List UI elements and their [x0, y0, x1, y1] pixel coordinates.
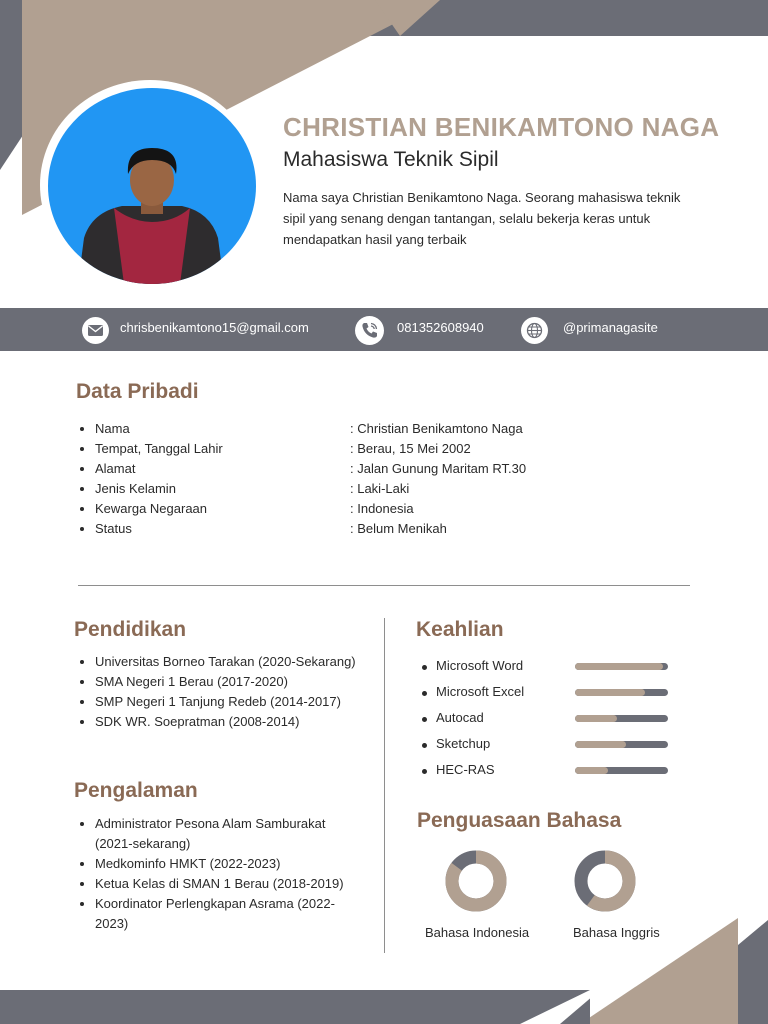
- section-title-keahlian: Keahlian: [416, 618, 504, 641]
- website-link[interactable]: @primanagasite: [563, 320, 658, 335]
- personal-data-value: : Christian Benikamtono Naga: [350, 421, 523, 436]
- section-divider: [78, 585, 690, 586]
- column-divider: [384, 618, 385, 953]
- globe-icon: [521, 317, 548, 344]
- personal-data-value: : Indonesia: [350, 501, 414, 516]
- skill-bar-fill: [575, 741, 626, 748]
- list-item: • Koordinator Perlengkapan Asrama (2022-2023): [95, 894, 358, 934]
- skill-label: Autocad: [436, 710, 484, 725]
- language-label: Bahasa Indonesia: [425, 925, 530, 940]
- personal-data-key: • Status: [95, 521, 132, 536]
- skill-bar-fill: [575, 767, 608, 774]
- skill-label: Sketchup: [436, 736, 491, 751]
- skill-label: Microsoft Word: [436, 658, 524, 673]
- bio-text: Nama saya Christian Benikamtono Naga. Seorang mahasiswa teknik sipil yang senang dengan tantangan, selalu bekerja keras untuk mendapatkan hasil yang terbaik: [283, 190, 681, 247]
- personal-data-row: [95, 499, 638, 519]
- personal-data-key: • Tempat, Tanggal Lahir: [95, 441, 223, 456]
- personal-data-row: [95, 419, 638, 439]
- skill-row: [420, 736, 680, 756]
- skill-row: [420, 658, 680, 678]
- section-title-pendidikan: Pendidikan: [74, 618, 187, 641]
- section-title-data-pribadi: Data Pribadi: [76, 380, 199, 403]
- skill-label: HEC-RAS: [436, 762, 495, 777]
- language-donut-inggris: [572, 848, 638, 914]
- skill-bar: [575, 689, 668, 696]
- list-item: • SMP Negeri 1 Tanjung Redeb (2014-2017): [95, 692, 368, 712]
- personal-data-value: : Belum Menikah: [350, 521, 447, 536]
- phone-number[interactable]: 081352608940: [397, 320, 484, 335]
- skill-bar: [575, 715, 668, 722]
- personal-data-key: • Jenis Kelamin: [95, 481, 176, 496]
- personal-data-list: [78, 419, 638, 539]
- skill-bar-fill: [575, 663, 663, 670]
- skill-row: [420, 710, 680, 730]
- bullet: [422, 665, 427, 670]
- mail-icon: [82, 317, 109, 344]
- language-label: Bahasa Inggris: [573, 925, 660, 940]
- job-title: Mahasiswa Teknik Sipil: [283, 148, 499, 171]
- list-item: • SMA Negeri 1 Berau (2017-2020): [95, 672, 368, 692]
- phone-icon: [355, 316, 384, 345]
- personal-data-row: [95, 439, 638, 459]
- experience-list: [78, 814, 358, 934]
- list-item: • Universitas Borneo Tarakan (2020-Sekarang): [95, 652, 368, 672]
- skill-label: Microsoft Excel: [436, 684, 525, 699]
- personal-data-key: • Alamat: [95, 461, 136, 476]
- skill-bar: [575, 741, 668, 748]
- list-item: • Medkominfo HMKT (2022-2023): [95, 854, 358, 874]
- bullet: [422, 691, 427, 696]
- skill-bar-fill: [575, 715, 617, 722]
- list-item: • SDK WR. Soepratman (2008-2014): [95, 712, 368, 732]
- bullet: [422, 743, 427, 748]
- bullet: [422, 717, 427, 722]
- personal-data-row: [95, 479, 638, 499]
- email-link[interactable]: chrisbenikamtono15@gmail.com: [120, 320, 309, 335]
- personal-data-value: : Berau, 15 Mei 2002: [350, 441, 471, 456]
- personal-data-key: • Nama: [95, 421, 130, 436]
- list-item: • Ketua Kelas di SMAN 1 Berau (2018-2019): [95, 874, 358, 894]
- skill-bar-fill: [575, 689, 645, 696]
- section-title-bahasa: Penguasaan Bahasa: [417, 809, 622, 832]
- personal-data-row: [95, 459, 638, 479]
- education-list: [78, 652, 368, 732]
- section-title-pengalaman: Pengalaman: [74, 779, 198, 802]
- person-illustration: [48, 88, 256, 284]
- avatar: [48, 88, 256, 284]
- language-donut-indonesia: [443, 848, 509, 914]
- skill-row: [420, 684, 680, 704]
- skill-bar: [575, 663, 668, 670]
- personal-data-value: : Jalan Gunung Maritam RT.30: [350, 461, 527, 476]
- skill-bar: [575, 767, 668, 774]
- skill-row: [420, 762, 680, 782]
- personal-data-key: • Kewarga Negaraan: [95, 501, 208, 516]
- full-name: CHRISTIAN BENIKAMTONO NAGA: [283, 112, 720, 142]
- personal-data-value: : Laki-Laki: [350, 481, 410, 496]
- personal-data-row: [95, 519, 638, 539]
- list-item: • Administrator Pesona Alam Samburakat (2021-sekarang): [95, 814, 358, 854]
- bullet: [422, 769, 427, 774]
